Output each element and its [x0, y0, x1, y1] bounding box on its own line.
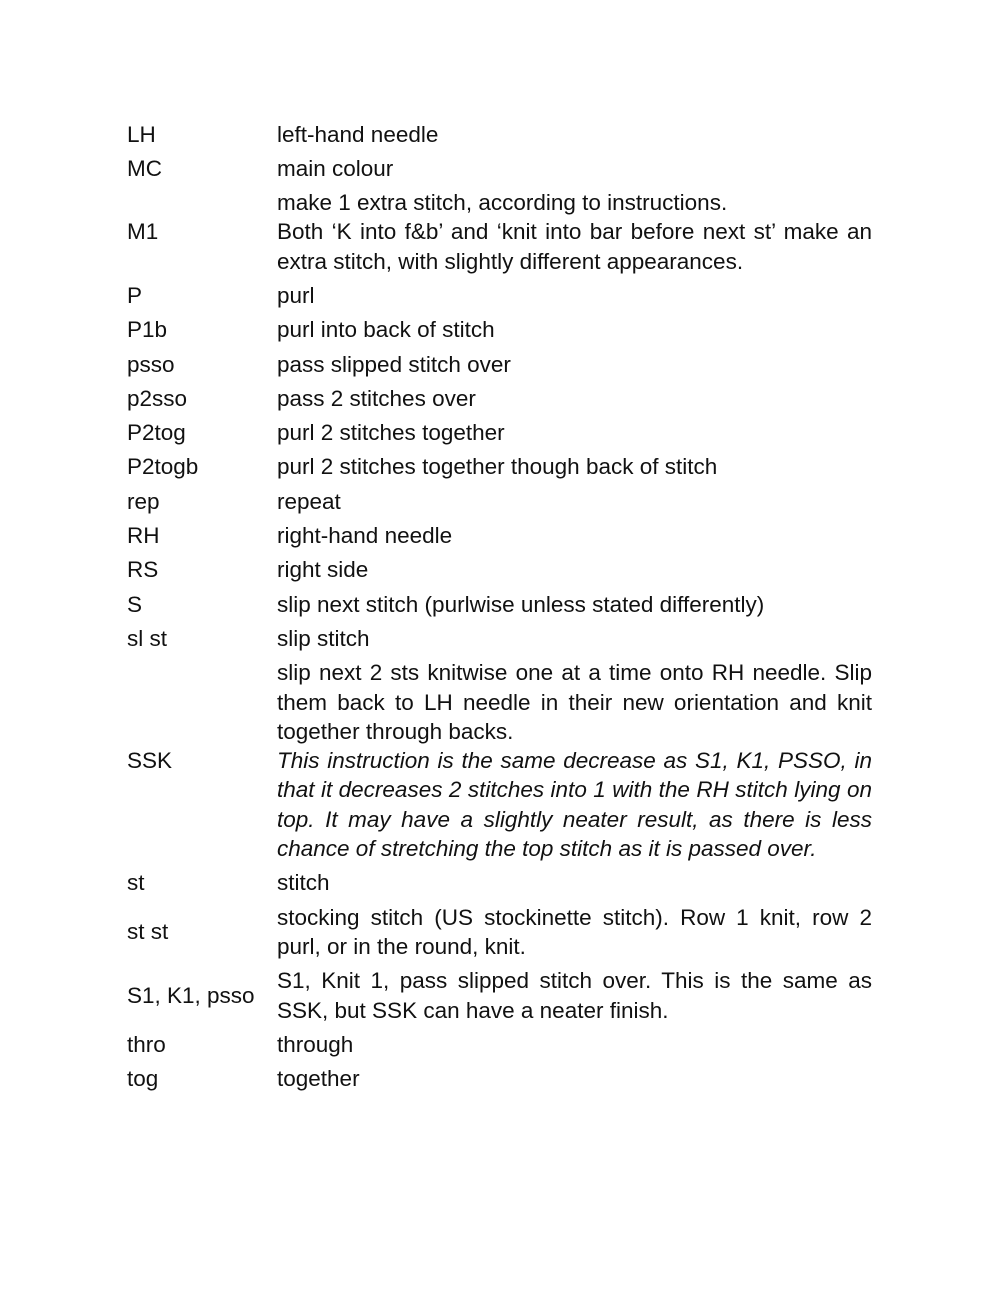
abbreviations-table [127, 117, 872, 1096]
table-row [127, 151, 872, 185]
definition: purl into back of stitch [277, 317, 495, 343]
definition-line: slip next 2 sts knitwise one at a time onto RH needle. Slip them back to LH needle in their new orientation and knit together through backs. [277, 660, 872, 744]
definition: purl [277, 282, 315, 308]
table-row [127, 900, 872, 964]
table-row [127, 450, 872, 484]
definition-line: Both ‘K into f&b’ and ‘knit into bar before next st’ make an extra stitch, with slightly different appearances. [277, 219, 872, 274]
definition: right side [277, 557, 369, 583]
table-row [127, 484, 872, 518]
abbreviation: psso [127, 351, 175, 377]
abbreviation: sl st [127, 625, 168, 651]
table-row [127, 117, 872, 151]
definition-note: This instruction is the same decrease as S1, K1, PSSO, in that it decreases 2 stitches into 1 with the RH stitch lying on top. It may have a slightly neater result, as there is less chance of stretching the top stitch as it is passed over. [277, 748, 872, 862]
abbreviation: st [127, 870, 145, 896]
abbreviation: rep [127, 488, 160, 514]
abbreviation: SSK [127, 748, 173, 774]
table-row [127, 1062, 872, 1096]
definition: through [277, 1031, 354, 1057]
table-row [127, 587, 872, 621]
table-row [127, 347, 872, 381]
abbreviation: S [127, 591, 143, 617]
definition: purl 2 stitches together [277, 420, 505, 446]
abbreviation: st st [127, 919, 169, 945]
table-row [127, 621, 872, 655]
definition [277, 186, 872, 279]
abbreviation: MC [127, 155, 162, 181]
table-row [127, 964, 872, 1028]
abbreviation: P [127, 282, 143, 308]
definition: right-hand needle [277, 523, 453, 549]
table-row [127, 553, 872, 587]
abbreviation: tog [127, 1066, 159, 1092]
table-row [127, 1027, 872, 1061]
definition: repeat [277, 488, 341, 514]
definition: slip stitch [277, 625, 370, 651]
definition: S1, Knit 1, pass slipped stitch over. This is the same as SSK, but SSK can have a neater finish. [277, 968, 872, 1023]
definition-line: make 1 extra stitch, according to instructions. [277, 190, 728, 216]
definition: pass slipped stitch over [277, 351, 511, 377]
abbreviation: thro [127, 1031, 166, 1057]
abbreviation: M1 [127, 219, 159, 245]
table-row [127, 278, 872, 312]
definition: pass 2 stitches over [277, 385, 476, 411]
definition: stocking stitch (US stockinette stitch). Row 1 knit, row 2 purl, or in the round, knit. [277, 904, 872, 959]
definition: main colour [277, 155, 394, 181]
table-row [127, 519, 872, 553]
definition: together [277, 1066, 360, 1092]
abbreviation: P1b [127, 317, 168, 343]
abbreviation: LH [127, 121, 156, 147]
definition: purl 2 stitches together though back of stitch [277, 454, 718, 480]
abbreviation: p2sso [127, 385, 188, 411]
table-row [127, 866, 872, 900]
abbreviation: P2tog [127, 420, 186, 446]
table-row [127, 186, 872, 279]
table-row [127, 381, 872, 415]
abbreviation: RH [127, 523, 160, 549]
abbreviation: P2togb [127, 454, 199, 480]
definition: slip next stitch (purlwise unless stated differently) [277, 591, 765, 617]
table-row [127, 656, 872, 866]
abbreviation: S1, K1, psso [127, 982, 255, 1008]
table-row [127, 313, 872, 347]
definition: left-hand needle [277, 121, 439, 147]
definition: stitch [277, 870, 330, 896]
definition [277, 656, 872, 866]
abbreviation: RS [127, 557, 159, 583]
table-row [127, 416, 872, 450]
